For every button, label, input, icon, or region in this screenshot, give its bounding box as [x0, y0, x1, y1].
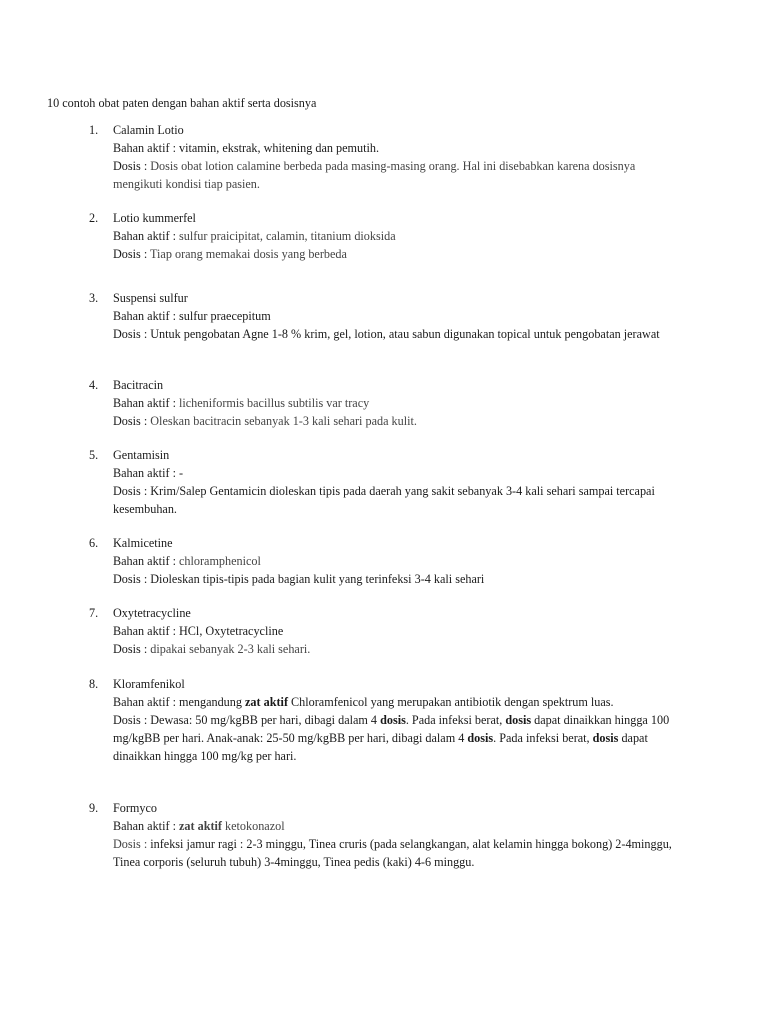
- bahan-aktif-line: [113, 139, 675, 157]
- bahan-aktif-label: Bahan aktif :: [113, 141, 179, 155]
- item-number: 8.: [89, 677, 99, 691]
- dosis-label: Dosis :: [113, 837, 151, 851]
- bahan-aktif-bold: zat aktif: [245, 695, 288, 709]
- dosis-text: dapat dinaikkan hingga 100 mg/kgBB per hari. Anak-anak: 25-50 mg/kgBB per hari, dibagi dalam 4: [113, 713, 670, 745]
- dosis-value: Dosis obat lotion calamine berbeda pada masing-masing orang. Hal ini disebabkan karena dosisnya mengikuti kondisi tiap pasien.: [113, 159, 636, 191]
- bahan-aktif-value: HCl, Oxytetracycline: [179, 624, 284, 638]
- bahan-aktif-label: Bahan aktif :: [113, 396, 179, 410]
- dosis-text: Dewasa: 50 mg/kgBB per hari, dibagi dalam 4: [150, 713, 381, 727]
- bahan-aktif-value: -: [179, 466, 184, 480]
- bahan-aktif-line: [113, 307, 675, 325]
- bahan-aktif-value: vitamin, ekstrak, whitening dan pemutih.: [179, 141, 380, 155]
- item-body: [113, 289, 675, 343]
- dosis-line: [113, 325, 675, 343]
- dosis-bold: dosis: [467, 731, 494, 745]
- dosis-line: [113, 835, 675, 871]
- dosis-value: Untuk pengobatan Agne 1-8 % krim, gel, lotion, atau sabun digunakan topical untuk pengobatan jerawat: [150, 327, 660, 341]
- document-title: 10 contoh obat paten dengan bahan aktif serta dosisnya: [47, 96, 317, 110]
- item-name: Formyco: [113, 801, 158, 815]
- bahan-aktif-bold: zat aktif: [179, 819, 222, 833]
- dosis-value: Oleskan bacitracin sebanyak 1-3 kali sehari pada kulit.: [150, 414, 417, 428]
- bahan-aktif-text: Chloramfenicol yang merupakan antibiotik dengan spektrum luas.: [288, 695, 614, 709]
- item-name: Oxytetracycline: [113, 606, 191, 620]
- bahan-aktif-line: [113, 552, 675, 570]
- item-name: Kloramfenikol: [113, 677, 185, 691]
- dosis-bold: dosis: [505, 713, 532, 727]
- bahan-aktif-text: ketokonazol: [221, 819, 285, 833]
- bahan-aktif-label: Bahan aktif :: [113, 466, 179, 480]
- dosis-bold: dosis: [380, 713, 406, 727]
- dosis-bold: dosis: [592, 731, 619, 745]
- item-body: [113, 121, 675, 193]
- dosis-text: . Pada infeksi berat,: [405, 713, 506, 727]
- dosis-value: Tiap orang memakai dosis yang berbeda: [150, 247, 347, 261]
- dosis-label: Dosis :: [113, 327, 151, 341]
- item-body: [113, 209, 675, 263]
- dosis-text: dapat dinaikkan hingga 100 mg/kg per hari.: [113, 731, 648, 763]
- bahan-aktif-value: sulfur praicipitat, calamin, titanium dioksida: [179, 229, 396, 243]
- dosis-line: [113, 482, 675, 518]
- bahan-aktif-label: Bahan aktif :: [113, 309, 179, 323]
- dosis-line: [113, 157, 675, 193]
- dosis-label: Dosis :: [113, 642, 151, 656]
- item-name: Lotio kummerfel: [113, 211, 196, 225]
- item-body: [113, 604, 675, 658]
- bahan-aktif-text: mengandung: [179, 695, 246, 709]
- dosis-line: [113, 412, 675, 430]
- dosis-line: [113, 711, 675, 765]
- item-body: [113, 799, 675, 871]
- bahan-aktif-value: sulfur praecepitum: [179, 309, 271, 323]
- bahan-aktif-line: [113, 464, 675, 482]
- item-body: [113, 446, 675, 518]
- item-body: [113, 534, 675, 588]
- dosis-label: Dosis :: [113, 247, 151, 261]
- bahan-aktif-value: chloramphenicol: [179, 554, 261, 568]
- bahan-aktif-line: [113, 622, 675, 640]
- bahan-aktif-label: Bahan aktif :: [113, 819, 179, 833]
- item-number: 3.: [89, 291, 99, 305]
- dosis-value: Dioleskan tipis-tipis pada bagian kulit yang terinfeksi 3-4 kali sehari: [150, 572, 485, 586]
- dosis-label: Dosis :: [113, 414, 151, 428]
- dosis-label: Dosis :: [113, 159, 151, 173]
- bahan-aktif-label: Bahan aktif :: [113, 554, 179, 568]
- item-number: 5.: [89, 448, 99, 462]
- bahan-aktif-label: Bahan aktif :: [113, 624, 179, 638]
- item-number: 7.: [89, 606, 99, 620]
- dosis-line: [113, 570, 675, 588]
- bahan-aktif-line: [113, 227, 675, 245]
- item-body: [113, 376, 675, 430]
- item-name: Gentamisin: [113, 448, 170, 462]
- bahan-aktif-value: licheniformis bacillus subtilis var tracy: [179, 396, 370, 410]
- item-number: 4.: [89, 378, 99, 392]
- dosis-value: infeksi jamur ragi : 2-3 minggu, Tinea cruris (pada selangkangan, alat kelamin hingga bokong) 2-4minggu, Tinea corporis (seluruh tubuh) 3-4minggu, Tinea pedis (kaki) 4-6 minggu.: [113, 837, 672, 869]
- dosis-label: Dosis :: [113, 572, 151, 586]
- bahan-aktif-label: Bahan aktif :: [113, 229, 179, 243]
- item-name: Bacitracin: [113, 378, 164, 392]
- dosis-text: . Pada infeksi berat,: [493, 731, 593, 745]
- item-name: Suspensi sulfur: [113, 291, 188, 305]
- bahan-aktif-line: [113, 693, 675, 711]
- item-number: 2.: [89, 211, 99, 225]
- bahan-aktif-label: Bahan aktif :: [113, 695, 179, 709]
- item-number: 9.: [89, 801, 99, 815]
- dosis-value: dipakai sebanyak 2-3 kali sehari.: [150, 642, 311, 656]
- item-number: 6.: [89, 536, 99, 550]
- bahan-aktif-line: [113, 817, 675, 835]
- dosis-value: Krim/Salep Gentamicin dioleskan tipis pada daerah yang sakit sebanyak 3-4 kali sehari sampai tercapai kesembuhan.: [113, 484, 655, 516]
- dosis-line: [113, 245, 675, 263]
- bahan-aktif-line: [113, 394, 675, 412]
- item-number: 1.: [89, 123, 99, 137]
- item-name: Calamin Lotio: [113, 123, 184, 137]
- dosis-line: [113, 640, 675, 658]
- dosis-label: Dosis :: [113, 713, 151, 727]
- item-name: Kalmicetine: [113, 536, 173, 550]
- dosis-label: Dosis :: [113, 484, 151, 498]
- item-body: [113, 675, 675, 765]
